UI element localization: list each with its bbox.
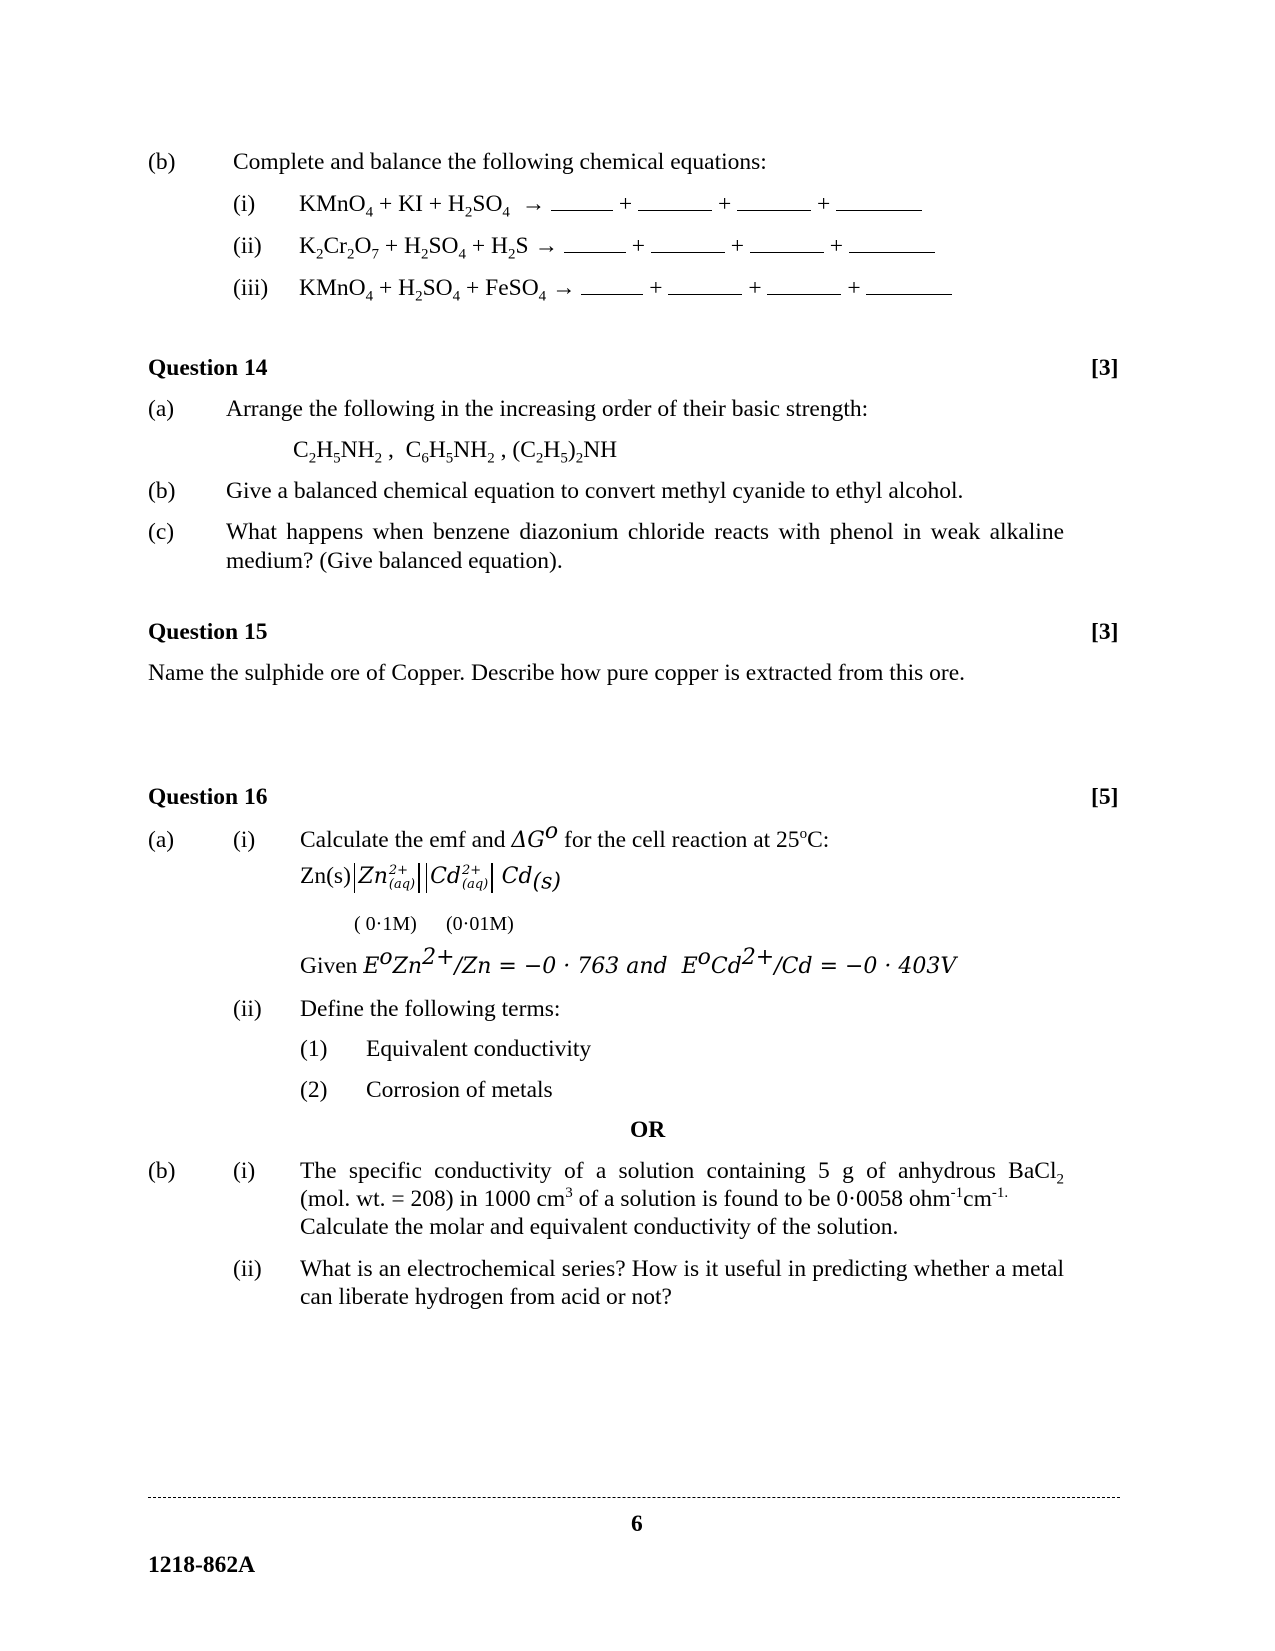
or-divider: OR — [630, 1117, 666, 1143]
answer-blank — [767, 278, 841, 295]
q13b-ii-equation: $K_2Cr_2O_7 + H_2SO_4 + H_2S$ → + + + — [299, 232, 935, 260]
answer-blank — [866, 278, 952, 295]
term-2-text: Corrosion of metals — [366, 1077, 553, 1103]
q14a-label: (a) — [148, 396, 175, 422]
answer-blank — [581, 278, 643, 295]
cell-notation: Zn(s) Zn 2+ (aq) Cd 2+ (aq) $Cd_{(s)}$ — [300, 863, 561, 895]
salt-bridge — [418, 863, 420, 893]
q16-marks: [5] — [1091, 784, 1119, 810]
q15-text: Name the sulphide ore of Copper. Describe how pure copper is extracted from this ore. — [148, 660, 966, 686]
answer-blank — [836, 194, 922, 211]
q14-title: Question 14 — [148, 355, 268, 381]
q14c-text: What happens when benzene diazonium chloride reacts with phenol in weak alkaline medium? (Give balanced equation). — [226, 519, 1064, 574]
q16b-i-line2: (mol. wt. = 208) in 1000 $cm^3$ of a solution is found to be 0·0058 $ohm^{-1}cm^{-1.}$ — [300, 1185, 1009, 1212]
answer-blank — [849, 236, 935, 253]
q16b-ii-text: What is an electrochemical series? How is it useful in predicting whether a metal can liberate hydrogen from acid or not? — [300, 1256, 1064, 1310]
q15-marks: [3] — [1091, 619, 1119, 645]
page-number: 6 — [631, 1511, 643, 1537]
q16a-label: (a) — [148, 827, 175, 853]
footer-divider — [148, 1497, 1120, 1498]
q16a-ii-text: Define the following terms: — [300, 996, 561, 1022]
q14-marks: [3] — [1091, 355, 1119, 381]
q13b-i-equation: KMnO$_4$ + KI + $H_2SO_4$ → + + + — [299, 190, 922, 218]
q16-title: Question 16 — [148, 784, 268, 810]
q13b-ii-label: (ii) — [233, 233, 262, 259]
salt-bridge — [426, 863, 428, 893]
term-1-number: (1) — [300, 1036, 328, 1062]
answer-blank — [668, 278, 742, 295]
q16a-ii-label: (ii) — [233, 996, 262, 1022]
answer-blank — [737, 194, 811, 211]
concentration-cd: (0·01M) — [446, 913, 514, 935]
term-2-number: (2) — [300, 1077, 328, 1103]
q16b-ii-label: (ii) — [233, 1256, 262, 1282]
answer-blank — [551, 194, 613, 211]
term-1-text: Equivalent conductivity — [366, 1036, 592, 1062]
q16b-i-line3: Calculate the molar and equivalent conductivity of the solution. — [300, 1214, 899, 1240]
phase-boundary — [491, 863, 493, 893]
answer-blank — [750, 236, 824, 253]
q14b-label: (b) — [148, 478, 176, 504]
q13b-label: (b) — [148, 149, 176, 175]
q13b-i-label: (i) — [233, 191, 256, 217]
concentration-zn: ( 0·1M) — [354, 913, 417, 935]
q15-title: Question 15 — [148, 619, 268, 645]
q14a-compounds: $C_2H_5NH_2$ , $C_6H_5NH_2$ , $(C_2H_5)_2NH$ — [293, 437, 618, 467]
q13b-iii-label: (iii) — [233, 275, 269, 301]
q16b-i-line1: The specific conductivity of a solution containing 5 g of anhydrous BaCl$_2$ — [300, 1158, 1064, 1188]
phase-boundary — [354, 863, 356, 893]
q14a-text: Arrange the following in the increasing order of their basic strength: — [226, 396, 869, 422]
answer-blank — [651, 236, 725, 253]
answer-blank — [638, 194, 712, 211]
answer-blank — [564, 236, 626, 253]
paper-code: 1218-862A — [148, 1552, 256, 1578]
q16a-i-label: (i) — [233, 827, 256, 853]
q13b-stem: Complete and balance the following chemical equations: — [233, 149, 767, 175]
q14b-text: Give a balanced chemical equation to convert methyl cyanide to ethyl alcohol. — [226, 478, 964, 504]
q16b-i-label: (i) — [233, 1158, 256, 1184]
q16b-label: (b) — [148, 1158, 176, 1184]
q14c-label: (c) — [148, 519, 175, 545]
given-potentials: Given $E^oZn^{2+}/Zn = -0 \cdot 763$ and $E^oCd^{2+}/Cd = -0 \cdot 403V$ — [300, 945, 957, 979]
q16a-i-text: Calculate the emf and $\Delta G^o$ for the cell reaction at 25$^o$C: — [300, 819, 830, 853]
q13b-iii-equation: KMnO$_4$ + $H_2SO_4$ + FeSO$_4$ → + + + — [299, 274, 952, 302]
